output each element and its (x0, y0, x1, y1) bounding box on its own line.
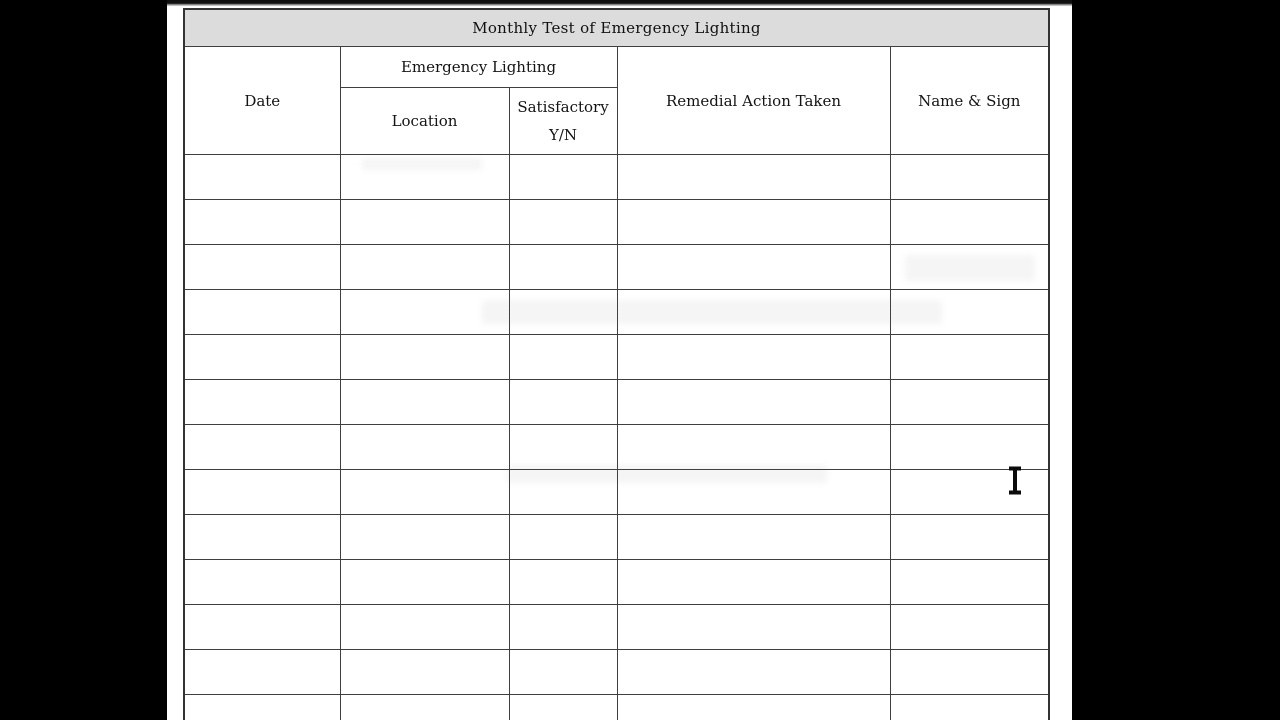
table-cell[interactable] (509, 560, 617, 605)
table-cell[interactable] (340, 155, 509, 200)
table-cell[interactable] (184, 335, 340, 380)
table-cell[interactable] (617, 470, 890, 515)
table-cell[interactable] (509, 470, 617, 515)
table-row (184, 515, 1049, 560)
table-cell[interactable] (890, 155, 1049, 200)
table-cell[interactable] (617, 380, 890, 425)
table-cell[interactable] (890, 335, 1049, 380)
table-cell[interactable] (890, 290, 1049, 335)
table-cell[interactable] (617, 695, 890, 720)
table-cell[interactable] (340, 245, 509, 290)
table-cell[interactable] (509, 695, 617, 720)
column-group-header-emergency-lighting: Emergency Lighting (340, 47, 617, 88)
table-cell[interactable] (184, 155, 340, 200)
text-ibeam-cursor[interactable] (1007, 466, 1023, 495)
table-cell[interactable] (509, 200, 617, 245)
table-cell[interactable] (184, 425, 340, 470)
table-cell[interactable] (617, 560, 890, 605)
table-cell[interactable] (617, 335, 890, 380)
document-page (167, 0, 1072, 720)
table-cell[interactable] (509, 425, 617, 470)
table-row (184, 560, 1049, 605)
table-cell[interactable] (509, 380, 617, 425)
table-row (184, 245, 1049, 290)
table-cell[interactable] (184, 245, 340, 290)
table-cell[interactable] (509, 335, 617, 380)
window-top-edge (167, 0, 1072, 6)
table-cell[interactable] (184, 470, 340, 515)
table-cell[interactable] (509, 155, 617, 200)
table-cell[interactable] (617, 200, 890, 245)
table-cell[interactable] (340, 650, 509, 695)
table-cell[interactable] (184, 605, 340, 650)
header-row-top (184, 47, 1049, 88)
table-cell[interactable] (890, 605, 1049, 650)
table-cell[interactable] (340, 200, 509, 245)
column-header-satisfactory (509, 88, 617, 155)
table-cell[interactable] (340, 425, 509, 470)
emergency-lighting-form-table (183, 8, 1050, 720)
table-cell[interactable] (184, 515, 340, 560)
table-cell[interactable] (617, 650, 890, 695)
table-row (184, 200, 1049, 245)
table-title-row (184, 9, 1049, 47)
table-row (184, 290, 1049, 335)
table-cell[interactable] (617, 155, 890, 200)
table-cell[interactable] (184, 200, 340, 245)
table-cell[interactable] (340, 380, 509, 425)
table-cell[interactable] (340, 560, 509, 605)
satisfactory-label-line1: Satisfactory (517, 98, 609, 116)
table-cell[interactable] (340, 335, 509, 380)
table-row (184, 155, 1049, 200)
table-cell[interactable] (184, 695, 340, 720)
satisfactory-label-line2: Y/N (548, 126, 578, 144)
table-cell[interactable] (509, 290, 617, 335)
table-row (184, 425, 1049, 470)
column-header-location: Location (340, 88, 509, 155)
table-cell[interactable] (184, 650, 340, 695)
table-cell[interactable] (890, 245, 1049, 290)
table-cell[interactable] (340, 515, 509, 560)
table-cell[interactable] (340, 290, 509, 335)
table-row (184, 650, 1049, 695)
table-cell[interactable] (340, 605, 509, 650)
table-cell[interactable] (509, 650, 617, 695)
table-cell[interactable] (340, 695, 509, 720)
table-cell[interactable] (340, 470, 509, 515)
table-cell[interactable] (890, 560, 1049, 605)
table-row (184, 380, 1049, 425)
table-cell[interactable] (617, 245, 890, 290)
table-cell[interactable] (617, 425, 890, 470)
column-header-remedial-action: Remedial Action Taken (617, 47, 890, 155)
table-cell[interactable] (184, 560, 340, 605)
table-title: Monthly Test of Emergency Lighting (184, 9, 1049, 47)
column-header-name-sign: Name & Sign (890, 47, 1049, 155)
table-cell[interactable] (890, 470, 1049, 515)
table-cell[interactable] (890, 695, 1049, 720)
table-row (184, 470, 1049, 515)
table-row (184, 335, 1049, 380)
table-cell[interactable] (890, 515, 1049, 560)
table-cell[interactable] (890, 425, 1049, 470)
table-cell[interactable] (509, 245, 617, 290)
table-cell[interactable] (890, 380, 1049, 425)
table-cell[interactable] (890, 650, 1049, 695)
column-header-date: Date (184, 47, 340, 155)
table-cell[interactable] (617, 515, 890, 560)
table-cell[interactable] (509, 515, 617, 560)
table-body (184, 155, 1049, 720)
table-cell[interactable] (184, 380, 340, 425)
table-cell[interactable] (890, 200, 1049, 245)
table-row (184, 605, 1049, 650)
table-row (184, 695, 1049, 720)
table-cell[interactable] (184, 290, 340, 335)
table-cell[interactable] (509, 605, 617, 650)
table-cell[interactable] (617, 605, 890, 650)
table-cell[interactable] (617, 290, 890, 335)
